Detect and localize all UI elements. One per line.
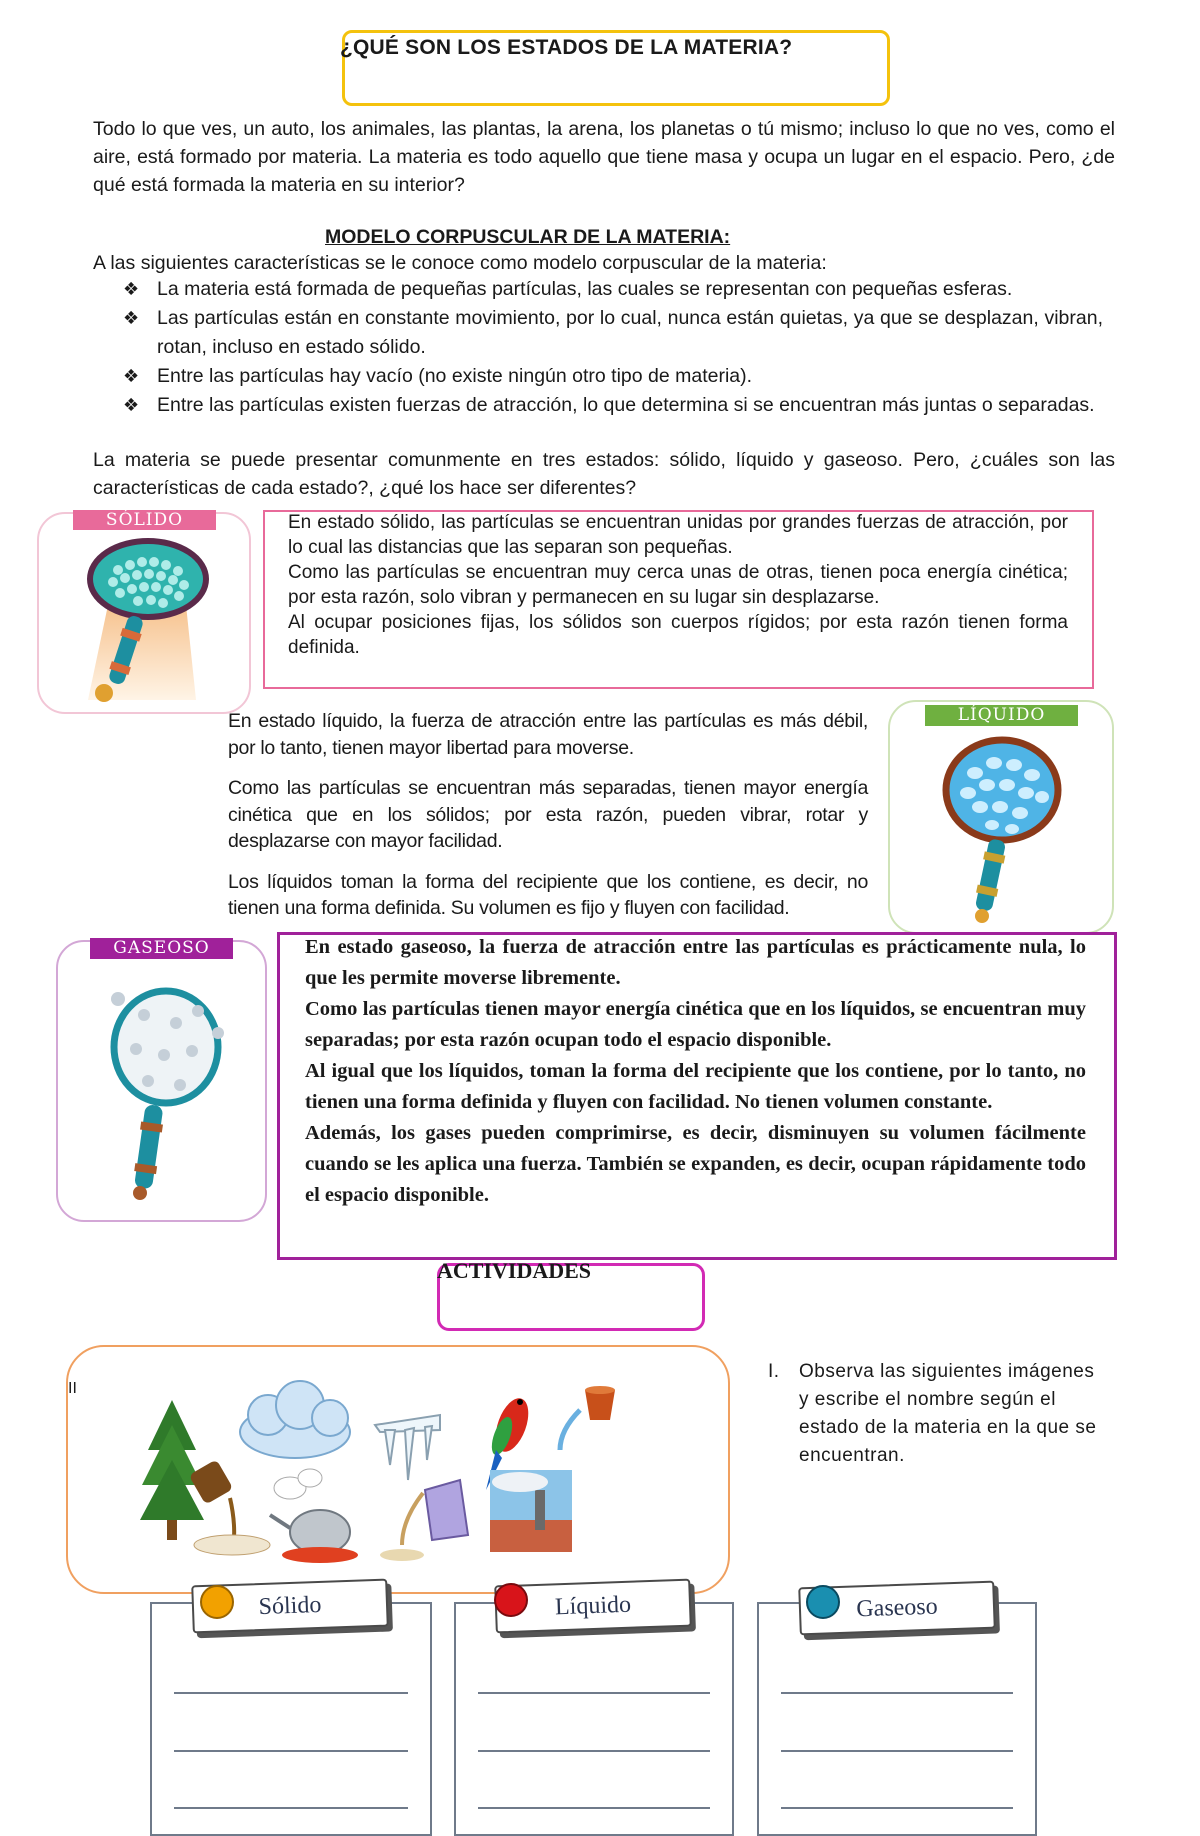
objects-illustration — [140, 1370, 650, 1590]
liquid-text — [228, 708, 868, 922]
gas-paragraph-1: En estado gaseoso, la fuerza de atracción entre las partículas es prácticamente nula, lo que les permite moverse libremente. — [305, 936, 1086, 989]
solid-paragraph-3: Al ocupar posiciones fijas, los sólidos son cuerpos rígidos; por esta razón tienen forma definida. — [288, 612, 1068, 658]
pushpin-icon — [806, 1585, 840, 1619]
bucket-icon — [560, 1386, 615, 1450]
liquid-magnifier-illustration — [930, 735, 1070, 925]
answer-line[interactable] — [174, 1692, 408, 1694]
pitcher-icon — [380, 1480, 468, 1561]
factory-smoke-icon — [490, 1470, 572, 1552]
answer-line[interactable] — [781, 1807, 1013, 1809]
model-bullets — [93, 275, 1103, 420]
bullet-item: ❖ Entre las partículas existen fuerzas de atracción, lo que determina si se encuentran más juntas o separadas. — [93, 391, 1103, 420]
gas-paragraph-2: Como las partículas tienen mayor energía cinética que en los líquidos, se encuentran muy separadas; por esta razón ocupan todo el espacio disponible. — [305, 998, 1086, 1051]
liquid-paragraph-3: Los líquidos toman la forma del recipiente que los contiene, es decir, no tienen una forma definida. Su volumen es fijo y fluyen con facilidad. — [228, 870, 868, 919]
tree-icon — [140, 1400, 204, 1540]
instruction — [768, 1358, 1108, 1470]
solid-paragraph-1: En estado sólido, las partículas se encuentran unidas por grandes fuerzas de atracción, por lo cual las distancias que las separan son pequeñas. — [288, 512, 1068, 558]
solid-text — [288, 510, 1068, 660]
gas-magnifier-illustration — [100, 985, 230, 1205]
answer-line[interactable] — [174, 1750, 408, 1752]
pushpin-icon — [200, 1585, 234, 1619]
model-closing: La materia se puede presentar comunmente en tres estados: sólido, líquido y gaseoso. Pero, ¿cuáles son las características de cada estado?, ¿qué los hace ser diferentes? — [93, 449, 1115, 499]
bullet-item: ❖ Entre las partículas hay vacío (no existe ningún otro tipo de materia). — [93, 362, 1103, 391]
activities-heading: ACTIVIDADES — [437, 1258, 592, 1283]
cloud-icon — [240, 1381, 350, 1458]
solid-tag: Sólido — [191, 1579, 389, 1634]
gas-label: GASEOSO — [90, 938, 233, 959]
answer-line[interactable] — [174, 1807, 408, 1809]
liquid-label: LÍQUIDO — [925, 705, 1078, 726]
instruction-number: I. — [768, 1361, 780, 1382]
icicles-icon — [375, 1415, 440, 1480]
model-subtitle: MODELO CORPUSCULAR DE LA MATERIA: — [325, 226, 731, 248]
solid-magnifier-illustration — [68, 535, 228, 705]
answer-line[interactable] — [781, 1692, 1013, 1694]
liquid-tag: Líquido — [494, 1579, 692, 1634]
gas-paragraph-4: Además, los gases pueden comprimirse, es decir, disminuyen su volumen fácilmente cuando se les aplica una fuerza. También se expanden, es decir, ocupan rápidamente todo el espacio disponible. — [305, 1122, 1086, 1206]
bullet-item: ❖ Las partículas están en constante movimiento, por lo cual, nunca están quietas, ya que se desplazan, vibran, rotan, incluso en estado sólido. — [93, 304, 1103, 362]
syrup-bottle-icon — [189, 1459, 270, 1555]
solid-label: SÓLIDO — [73, 510, 216, 530]
kettle-icon — [270, 1469, 358, 1563]
liquid-answer-box — [454, 1602, 734, 1836]
model-lead: A las siguientes características se le conoce como modelo corpuscular de la materia: — [93, 252, 827, 274]
intro-paragraph: Todo lo que ves, un auto, los animales, las plantas, la arena, los planetas o tú mismo; incluso lo que no ves, como el aire, está formado por materia. La materia es todo aquello que tiene masa y ocupa un lugar en el espacio. Pero, ¿de qué está formada la materia en su interior? — [93, 118, 1115, 196]
liquid-paragraph-2: Como las partículas se encuentran más separadas, tienen mayor energía cinética que en los sólidos; por esta razón, pueden vibrar, rotar y desplazarse con mayor facilidad. — [228, 777, 868, 852]
pushpin-icon — [494, 1583, 528, 1617]
liquid-paragraph-1: En estado líquido, la fuerza de atracción entre las partículas es más débil, por lo tanto, tienen mayor libertad para moverse. — [228, 710, 868, 759]
answer-line[interactable] — [781, 1750, 1013, 1752]
answer-line[interactable] — [478, 1692, 710, 1694]
roman-mark: II — [68, 1380, 77, 1397]
answer-line[interactable] — [478, 1750, 710, 1752]
solid-answer-box — [150, 1602, 432, 1836]
gas-paragraph-3: Al igual que los líquidos, toman la forma del recipiente que los contiene, por lo tanto, no tienen una forma definida y fluyen con facilidad. No tienen volumen constante. — [305, 1060, 1086, 1113]
gas-tag: Gaseoso — [798, 1581, 996, 1636]
bullet-item: ❖ La materia está formada de pequeñas partículas, las cuales se representan con pequeñas esferas. — [93, 275, 1103, 304]
gas-text — [305, 932, 1086, 1211]
page-title: ¿QUÉ SON LOS ESTADOS DE LA MATERIA? — [340, 36, 793, 59]
instruction-text: Observa las siguientes imágenes y escribe el nombre según el estado de la materia en la que se encuentran. — [799, 1361, 1097, 1466]
solid-paragraph-2: Como las partículas se encuentran muy cerca unas de otras, tienen poca energía cinética; por esta razón, solo vibran y permanecen en su lugar sin desplazarse. — [288, 562, 1068, 608]
answer-line[interactable] — [478, 1807, 710, 1809]
gas-answer-box — [757, 1602, 1037, 1836]
